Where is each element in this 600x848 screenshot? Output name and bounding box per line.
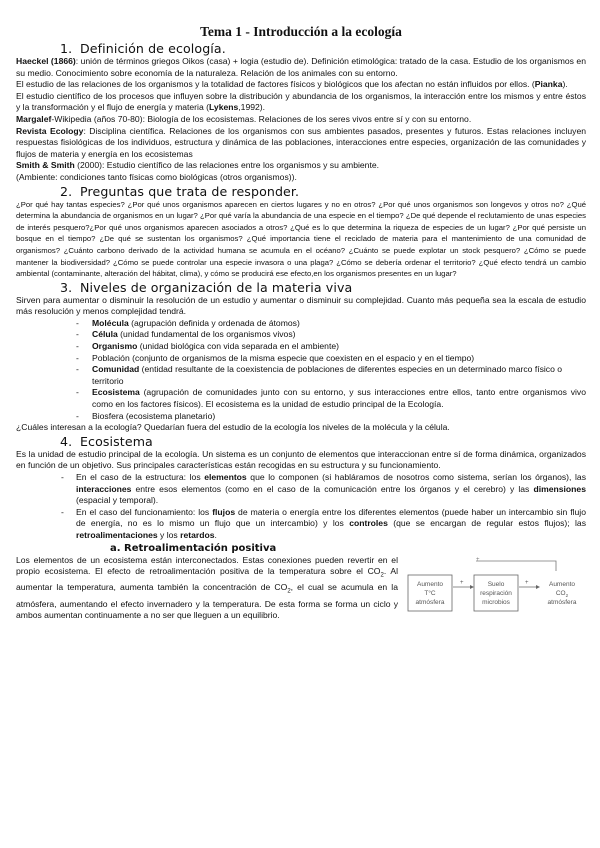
list-item (16, 353, 586, 365)
text-run: . Al aumentar la temperatura, aumenta también la concentración de CO (16, 566, 398, 593)
haeckel-definition (16, 56, 586, 79)
revista-text: : Disciplina científica. Relaciones de los organismos con sus ambientes pasados, presentes y futuros. Estas relaciones incluyen respuestas fisiológicas de los individuos, estructura y dinámica de las poblaciones, interacciones entre especies, organización de las comunidades y flujos de materia y energía en los ecosistemas (16, 125, 586, 159)
section-2-heading (60, 184, 586, 199)
lykens-year: ,1992). (238, 102, 266, 113)
lykens-author: Lykens (208, 102, 239, 113)
section-3-title: Niveles de organización de la materia viva (80, 279, 353, 295)
ecosystem-list (16, 472, 586, 542)
level-name: Molécula (92, 317, 129, 328)
smith-definition (16, 160, 586, 172)
box-co2-line3: atmósfera (547, 598, 577, 606)
text-run: y los (157, 529, 181, 540)
feedback-diagram-svg (406, 555, 586, 625)
level-desc: (unidad fundamental de los organismos vivos) (117, 329, 296, 340)
document-title: Tema 1 - Introducción a la ecología (200, 24, 402, 39)
haeckel-author: Haeckel (1866) (16, 56, 76, 66)
text-run: que lo componen (si habláramos de nosotros como sistema, serían los órganos), las (246, 472, 586, 482)
pianka-text: El estudio de las relaciones de los organismos y la totalidad de factores físicos y biológicos que los afectan no están influidos por ellos. ( (16, 79, 535, 90)
section-1-title: Definición de ecología. (80, 41, 226, 56)
pianka-author: Pianka (534, 79, 563, 90)
box-soil-line3: microbios (482, 598, 510, 606)
subscript: 2 (287, 589, 291, 596)
text-run: entre esos elementos (como en el caso de la comunicación entre los órganos y el cerebro) y las (131, 483, 534, 494)
section-1-heading (60, 41, 586, 56)
section-2-title: Preguntas que trata de responder. (80, 183, 300, 199)
term-retroalimentaciones: retroalimentaciones (76, 529, 158, 540)
levels-list (16, 318, 586, 422)
smith-text: (2000): Estudio científico de las relaciones entre los organismos y su ambiente. (74, 160, 380, 171)
list-item (16, 318, 586, 330)
haeckel-text: : unión de términos griegos Oikos (casa) + logia (estudio de). Definición etimológica: tratado de la casa. Estudio de los organismos en su medio. Conocimiento sobre economía de la naturaleza. Relación de los animales con su entorno. (16, 56, 586, 78)
ambiente-note: (Ambiente: condiciones tanto físicas como biológicas (otros organismos)). (16, 171, 297, 182)
section-4-title: Ecosistema (80, 433, 153, 449)
pianka-definition (16, 79, 586, 91)
term-dimensiones: dimensiones (533, 483, 586, 494)
section-2-number: 2. (60, 183, 73, 199)
subsection-a-number: a. (110, 542, 121, 554)
box-soil-line2: respiración (480, 589, 512, 597)
box-co2-line2 (556, 590, 569, 598)
feedback-loop-line (476, 561, 556, 571)
text-run: En el caso de la estructura: los (76, 472, 205, 482)
list-item (16, 411, 586, 423)
revista-author: Revista Ecology (16, 125, 84, 136)
co2-text: CO (555, 589, 566, 597)
arrow-2-plus: + (525, 579, 529, 586)
list-item (16, 364, 586, 387)
feedback-paragraph (16, 555, 398, 630)
list-item (16, 341, 586, 353)
feedback-block (16, 555, 586, 630)
section-4-number: 4. (60, 433, 73, 449)
term-interacciones: interacciones (76, 483, 132, 494)
levels-question: ¿Cuáles interesan a la ecología? Quedarían fuera del estudio de la ecología los niveles de la molécula y la célula. (16, 422, 450, 433)
pianka-close: ). (562, 79, 568, 90)
box-temperature-line3: atmósfera (415, 598, 445, 606)
list-item (16, 507, 586, 542)
subsection-a-heading (110, 542, 586, 555)
margalef-author: Margalef (16, 113, 52, 124)
section-3-number: 3. (60, 279, 73, 295)
text-run: . (214, 529, 217, 540)
level-name: Célula (92, 329, 118, 340)
box-co2-line1: Aumento (548, 580, 576, 588)
text-run: , el cual se acumula en la atmósfera, aumentando el efecto invernadero y la temperatura. De esta forma se forma un ciclo y ambos aumentan continuamente a no ser que lleguen a un equilibrio. (16, 582, 398, 621)
lykens-text: El estudio científico de los procesos que influyen sobre la distribución y abundancia de los organismos, la interacción entre los mismos y entre éstos y la transformación y el flujo de energía y materia ( (16, 90, 586, 113)
levels-intro: Sirven para aumentar o disminuir la resolución de un estudio y aumentar o disminuir su complejidad. Cuanto más pequeña sea la escala de estudio más resolución y menos complejidad tendrá. (16, 294, 586, 317)
level-desc: (agrupación de comunidades junto con su entorno, y sus interacciones entre ellos, tanto entre organismos vivo como en los factores físicos). El ecosistema es la unidad de estudio principal de la Ecología. (92, 387, 586, 410)
term-retardos: retardos (180, 529, 215, 540)
smith-author: Smith & Smith (16, 160, 75, 171)
term-flujos: flujos (212, 506, 236, 517)
questions-paragraph: ¿Por qué hay tantas especies? ¿Por qué unos organismos aparecen en ciertos lugares y no en otros? ¿Por qué unos organismos son longevos y otros no? ¿Qué determina la abundancia de organismos en un lugar? ¿Por qué varía la abundancia de una especie en el tiempo? ¿De qué depende el reclutamiento de unas especies de interés pesquero?¿Por qué unos organismos aparecen asociados a otros? ¿Qué es lo que determina la riqueza de especies de un lugar? ¿Por qué persiste un bosque en el tiempo? ¿De qué se sustentan los organismos? ¿Qué importancia tiene el reciclado de materia para el mantenimiento de una comunidad de organismos? ¿Cuánto carbono derivado de la actividad humana se acumula en el océano? ¿Cuánto se puede explotar un stock pesquero? ¿Cómo se puede mantener la biodiversidad? ¿Cómo se puede controlar una especie invasora o una plaga? ¿Cómo se debería ordenar el territorio? ¿Qué efecto tendrá un cambio ambiental (contaminante, alteración del hábitat, clima), y cómo se producirá ese efecto,en los organismos presentes en un lugar? (16, 199, 586, 279)
term-elementos: elementos (204, 472, 247, 482)
text-run: de materia o energía entre los diferentes elementos (puede haber un intercambio sin flujo de energía, no es lo mismo un flujo que un intercambio) y los (76, 506, 586, 529)
text-run: Los elementos de un ecosistema están interconectados. Estas conexiones pueden revertir en el propio ecosistema. El efecto de retroalimentación positiva de la temperatura sobre el CO (16, 554, 398, 577)
level-desc: (agrupación definida y ordenada de átomos) (128, 317, 300, 328)
level-desc: (entidad resultante de la coexistencia de poblaciones de diferentes especies en un determinado marco físico o territorio (92, 364, 563, 386)
box-temperature-line1: Aumento (416, 580, 444, 588)
loop-plus-label: + (476, 556, 480, 563)
arrow-1-plus: + (460, 579, 464, 586)
lykens-definition (16, 91, 586, 114)
level-desc: Biosfera (ecosistema planetario) (92, 410, 216, 421)
list-item (16, 387, 586, 410)
term-controles: controles (349, 518, 388, 529)
box-temperature-line2: T°C (424, 589, 436, 597)
margalef-definition (16, 114, 586, 126)
level-name: Ecosistema (92, 387, 140, 398)
list-item (16, 472, 586, 507)
feedback-diagram (406, 555, 586, 630)
text-run: (espacial y temporal). (76, 495, 159, 506)
section-1-number: 1. (60, 41, 73, 56)
section-3-heading (60, 280, 586, 295)
level-name: Comunidad (92, 364, 140, 375)
box-soil-line1: Suelo (487, 580, 505, 588)
co2-subscript: 2 (565, 592, 569, 598)
ecosystem-intro: Es la unidad de estudio principal de la ecología. Un sistema es un conjunto de elementos que interaccionan entre sí de forma dinámica, organizados en función de un objetivo. Sus principales características están recogidas en su estructura y su funcionamiento. (16, 448, 586, 471)
arrow-1-head (470, 585, 474, 589)
list-item (16, 329, 586, 341)
subsection-a-title: Retroalimentación positiva (124, 542, 277, 554)
arrow-2-head (536, 585, 540, 589)
level-desc: (unidad biológica con vida separada en el ambiente) (137, 341, 339, 352)
level-name: Organismo (92, 341, 138, 352)
text-run: En el caso del funcionamiento: los (76, 506, 213, 517)
subscript: 2 (380, 572, 384, 579)
text-run: (que se encargan de regular estos flujos); las (387, 518, 587, 529)
section-4-heading (60, 434, 586, 449)
margalef-text: -Wikipedia (años 70-80): Biología de los ecosistemas. Relaciones de los seres vivos entre sí y con su entorno. (51, 113, 472, 124)
level-desc: Población (conjunto de organismos de la misma especie que coexisten en el espacio y en el tiempo) (92, 352, 475, 363)
revista-definition (16, 126, 586, 161)
